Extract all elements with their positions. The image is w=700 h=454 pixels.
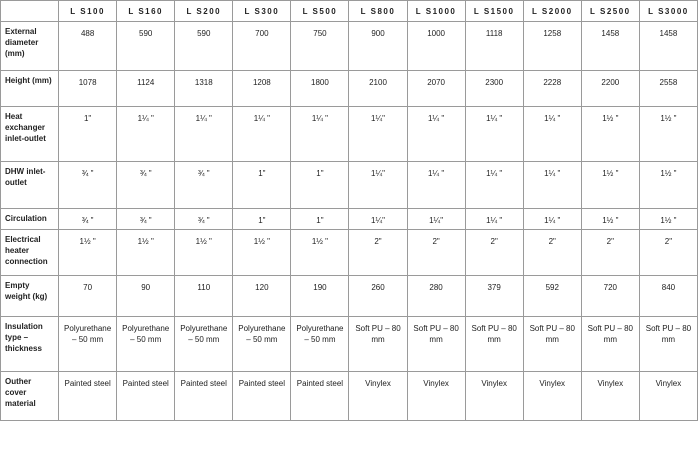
table-cell: 1½ " [581,162,639,209]
header-cell-ls300: L S300 [233,1,291,22]
table-row [1,162,698,209]
table-cell: 1¼ " [233,107,291,162]
table-cell: 1000 [407,22,465,71]
table-cell: Soft PU – 80 mm [639,317,697,372]
header-cell-ls3000: L S3000 [639,1,697,22]
table-cell: 900 [349,22,407,71]
table-cell: 1¼" [407,209,465,230]
table-cell: Vinylex [349,372,407,421]
table-cell: ¾ " [117,162,175,209]
row-label: Height (mm) [1,71,59,107]
table-row [1,71,698,107]
table-cell: 1½ " [581,107,639,162]
table-cell: 1½ " [291,230,349,276]
table-cell: Soft PU – 80 mm [407,317,465,372]
table-cell: 590 [175,22,233,71]
table-cell: Soft PU – 80 mm [465,317,523,372]
table-cell: 1¼ " [465,107,523,162]
table-row [1,107,698,162]
table-cell: 1¼" [349,209,407,230]
table-cell: Vinylex [639,372,697,421]
table-cell: ¾ " [117,209,175,230]
table-cell: 1458 [639,22,697,71]
table-cell: 590 [117,22,175,71]
table-cell: Polyurethane – 50 mm [117,317,175,372]
table-cell: 1¼" [349,107,407,162]
table-cell: ¾ " [59,209,117,230]
table-cell: 1¼ " [291,107,349,162]
table-cell: 1124 [117,71,175,107]
table-cell: 1¼ " [523,209,581,230]
table-cell: 1½ " [639,162,697,209]
table-cell: 2" [523,230,581,276]
header-cell-ls1500: L S1500 [465,1,523,22]
table-cell: 1¼ " [175,107,233,162]
header-cell-ls200: L S200 [175,1,233,22]
table-cell: 90 [117,276,175,317]
table-cell: 1208 [233,71,291,107]
header-cell-ls800: L S800 [349,1,407,22]
table-row [1,22,698,71]
table-cell: 2200 [581,71,639,107]
table-cell: 1¼ " [407,107,465,162]
table-cell: 1½ " [175,230,233,276]
header-row [1,1,698,22]
table-cell: Painted steel [233,372,291,421]
table-cell: ¾ " [175,209,233,230]
table-cell: 1½ " [639,107,697,162]
table-cell: Painted steel [117,372,175,421]
header-cell-ls1000: L S1000 [407,1,465,22]
table-cell: Polyurethane – 50 mm [175,317,233,372]
table-cell: 2228 [523,71,581,107]
table-cell: 720 [581,276,639,317]
table-cell: Polyurethane – 50 mm [291,317,349,372]
table-cell: 2" [349,230,407,276]
row-label: Empty weight (kg) [1,276,59,317]
table-cell: Vinylex [581,372,639,421]
table-row [1,372,698,421]
table-cell: 1118 [465,22,523,71]
table-cell: 1" [291,162,349,209]
table-cell: 1078 [59,71,117,107]
table-cell: 1¼ " [523,107,581,162]
table-cell: 1" [291,209,349,230]
row-label: Outher cover material [1,372,59,421]
table-row [1,317,698,372]
table-cell: Vinylex [407,372,465,421]
table-cell: 1¼ " [407,162,465,209]
row-label: External diameter (mm) [1,22,59,71]
header-cell-ls2500: L S2500 [581,1,639,22]
table-row [1,276,698,317]
table-cell: 2070 [407,71,465,107]
table-cell: 1800 [291,71,349,107]
table-cell: 1½ " [59,230,117,276]
header-cell-empty [1,1,59,22]
table-cell: Painted steel [175,372,233,421]
table-cell: 1¼ " [465,209,523,230]
table-cell: 120 [233,276,291,317]
table-cell: 2558 [639,71,697,107]
table-cell: 2300 [465,71,523,107]
table-row [1,230,698,276]
table-cell: 2" [407,230,465,276]
table-cell: Painted steel [291,372,349,421]
table-cell: Painted steel [59,372,117,421]
header-cell-ls100: L S100 [59,1,117,22]
table-cell: Vinylex [523,372,581,421]
table-cell: Polyurethane – 50 mm [59,317,117,372]
table-cell: ¾ " [175,162,233,209]
table-cell: 1¼" [349,162,407,209]
table-cell: 592 [523,276,581,317]
header-cell-ls160: L S160 [117,1,175,22]
table-cell: 1¼ " [117,107,175,162]
table-cell: Soft PU – 80 mm [581,317,639,372]
table-cell: 488 [59,22,117,71]
row-label: DHW inlet-outlet [1,162,59,209]
table-row [1,209,698,230]
table-cell: Soft PU – 80 mm [523,317,581,372]
row-label: Circulation [1,209,59,230]
header-cell-ls2000: L S2000 [523,1,581,22]
table-cell: 2" [639,230,697,276]
table-cell: 2100 [349,71,407,107]
table-cell: 1458 [581,22,639,71]
table-cell: 1" [59,107,117,162]
table-cell: 379 [465,276,523,317]
table-cell: 1½ " [581,209,639,230]
table-cell: 70 [59,276,117,317]
table-cell: 1½ " [639,209,697,230]
table-cell: ¾ " [59,162,117,209]
table-cell: 1¼ " [465,162,523,209]
table-cell: 1258 [523,22,581,71]
table-cell: 1¼ " [523,162,581,209]
table-cell: 280 [407,276,465,317]
table-cell: 700 [233,22,291,71]
table-cell: 750 [291,22,349,71]
table-cell: Soft PU – 80 mm [349,317,407,372]
table-cell: 190 [291,276,349,317]
table-cell: 1318 [175,71,233,107]
row-label: Insulation type – thickness [1,317,59,372]
row-label: Heat exchanger inlet-outlet [1,107,59,162]
table-cell: 1" [233,209,291,230]
table-cell: 2" [581,230,639,276]
row-label: Electrical heater connection [1,230,59,276]
table-cell: 110 [175,276,233,317]
header-cell-ls500: L S500 [291,1,349,22]
table-cell: 840 [639,276,697,317]
table-cell: Vinylex [465,372,523,421]
table-cell: 1" [233,162,291,209]
table-cell: 1½ " [233,230,291,276]
table-body [1,22,698,421]
table-cell: 260 [349,276,407,317]
table-cell: 1½ " [117,230,175,276]
table-cell: 2" [465,230,523,276]
table-cell: Polyurethane – 50 mm [233,317,291,372]
